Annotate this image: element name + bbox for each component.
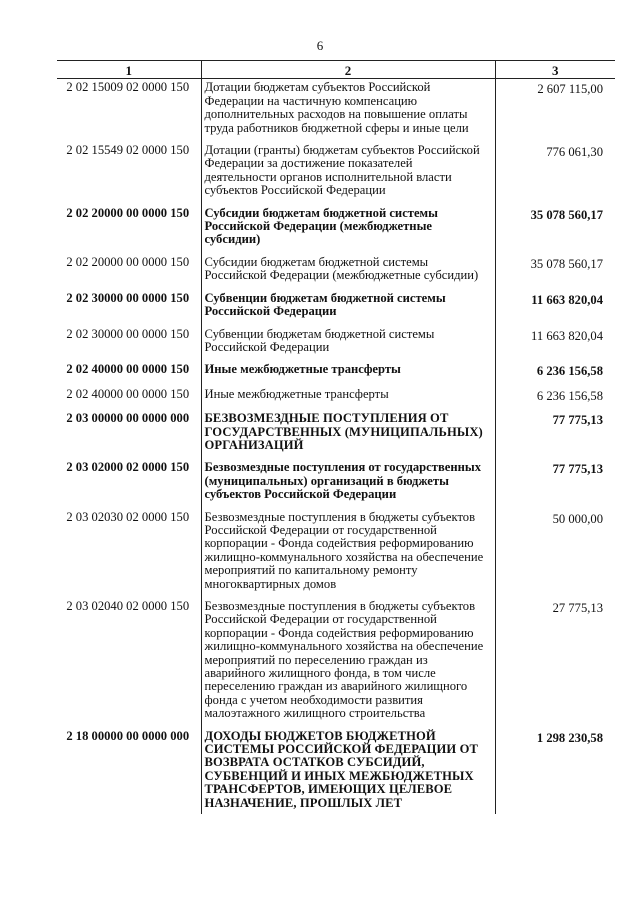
revenue-name: Безвозмездные поступления в бюджеты субъектов Российской Федерации от государственной корпорации - Фонда содействия реформированию жилищно-коммунального хозяйства на обеспечение мероприятий по капитальному ремонту многоквартирных домов: [201, 509, 495, 598]
revenue-name: Иные межбюджетные трансферты: [201, 386, 495, 410]
budget-code: 2 02 30000 00 0000 150: [57, 326, 201, 362]
amount-value: 776 061,30: [546, 145, 603, 160]
budget-code: 2 02 20000 00 0000 150: [57, 254, 201, 290]
table-row: [57, 509, 615, 598]
table-row: [57, 79, 615, 142]
revenue-name: Иные межбюджетные трансферты: [201, 361, 495, 385]
table-row: [57, 728, 615, 814]
amount-value: 6 236 156,58: [536, 364, 603, 379]
table-row: [57, 386, 615, 410]
budget-code: 2 02 15549 02 0000 150: [57, 142, 201, 205]
budget-code: 2 03 02000 02 0000 150: [57, 459, 201, 508]
revenue-name: Дотации бюджетам субъектов Российской Федерации на частичную компенсацию дополнительных расходов на повышение оплаты труда работников бюджетной сферы и иные цели: [201, 79, 495, 142]
table-row: [57, 326, 615, 362]
amount-value: 2 607 115,00: [537, 82, 603, 97]
budget-code: 2 02 15009 02 0000 150: [57, 79, 201, 142]
revenue-name: Безвозмездные поступления в бюджеты субъектов Российской Федерации от государственной корпорации - Фонда содействия реформированию жилищно-коммунального хозяйства на обеспечение мероприятий по переселению граждан из аварийного жилищного фонда, в том числе переселению граждан из аварийного жилищного фонда с учетом необходимости развития малоэтажного жилищного строительства: [201, 598, 495, 728]
column-header-amount: 3: [495, 61, 615, 79]
budget-code: 2 03 02040 02 0000 150: [57, 598, 201, 728]
revenue-name: ДОХОДЫ БЮДЖЕТОВ БЮДЖЕТНОЙ СИСТЕМЫ РОССИЙСКОЙ ФЕДЕРАЦИИ ОТ ВОЗВРАТА ОСТАТКОВ СУБСИДИЙ, СУБВЕНЦИЙ И ИНЫХ МЕЖБЮДЖЕТНЫХ ТРАНСФЕРТОВ, ИМЕЮЩИХ ЦЕЛЕВОЕ НАЗНАЧЕНИЕ, ПРОШЛЫХ ЛЕТ: [201, 728, 495, 814]
table-row: [57, 205, 615, 254]
amount-value: 77 775,13: [552, 462, 603, 477]
amount-value: 1 298 230,58: [536, 730, 603, 745]
table-row: [57, 290, 615, 326]
revenue-name: Субсидии бюджетам бюджетной системы Российской Федерации (межбюджетные субсидии): [201, 205, 495, 254]
budget-code: 2 02 40000 00 0000 150: [57, 386, 201, 410]
budget-code: 2 02 20000 00 0000 150: [57, 205, 201, 254]
page-number: 6: [316, 38, 324, 53]
table-row: [57, 254, 615, 290]
revenue-name: БЕЗВОЗМЕЗДНЫЕ ПОСТУПЛЕНИЯ ОТ ГОСУДАРСТВЕННЫХ (МУНИЦИПАЛЬНЫХ) ОРГАНИЗАЦИЙ: [201, 410, 495, 459]
table-row: [57, 410, 615, 459]
table-row: [57, 361, 615, 385]
revenue-name: Безвозмездные поступления от государственных (муниципальных) организаций в бюджеты субъектов Российской Федерации: [201, 459, 495, 508]
table-row: [57, 598, 615, 728]
amount-value: 35 078 560,17: [530, 256, 603, 271]
amount-value: 11 663 820,04: [531, 292, 603, 307]
budget-code: 2 03 00000 00 0000 000: [57, 410, 201, 459]
amount-value: 11 663 820,04: [531, 328, 603, 343]
revenue-name: Дотации (гранты) бюджетам субъектов Российской Федерации за достижение показателей деятельности органов исполнительной власти субъектов Российской Федерации: [201, 142, 495, 205]
budget-revenue-table: [57, 60, 615, 814]
amount-value: 77 775,13: [552, 413, 603, 428]
table-row: [57, 459, 615, 508]
budget-code: 2 18 00000 00 0000 000: [57, 728, 201, 814]
column-header-name: 2: [201, 61, 495, 79]
revenue-name: Субсидии бюджетам бюджетной системы Российской Федерации (межбюджетные субсидии): [201, 254, 495, 290]
column-header-code: 1: [57, 61, 201, 79]
budget-code: 2 03 02030 02 0000 150: [57, 509, 201, 598]
budget-code: 2 02 30000 00 0000 150: [57, 290, 201, 326]
table-header-row: [57, 61, 615, 79]
amount-value: 27 775,13: [552, 601, 603, 615]
amount-value: 35 078 560,17: [530, 207, 603, 222]
budget-code: 2 02 40000 00 0000 150: [57, 361, 201, 385]
amount-value: 6 236 156,58: [536, 388, 603, 403]
revenue-name: Субвенции бюджетам бюджетной системы Российской Федерации: [201, 326, 495, 362]
revenue-name: Субвенции бюджетам бюджетной системы Российской Федерации: [201, 290, 495, 326]
amount-value: 50 000,00: [552, 511, 603, 526]
table-row: [57, 142, 615, 205]
table-body: [57, 79, 615, 814]
